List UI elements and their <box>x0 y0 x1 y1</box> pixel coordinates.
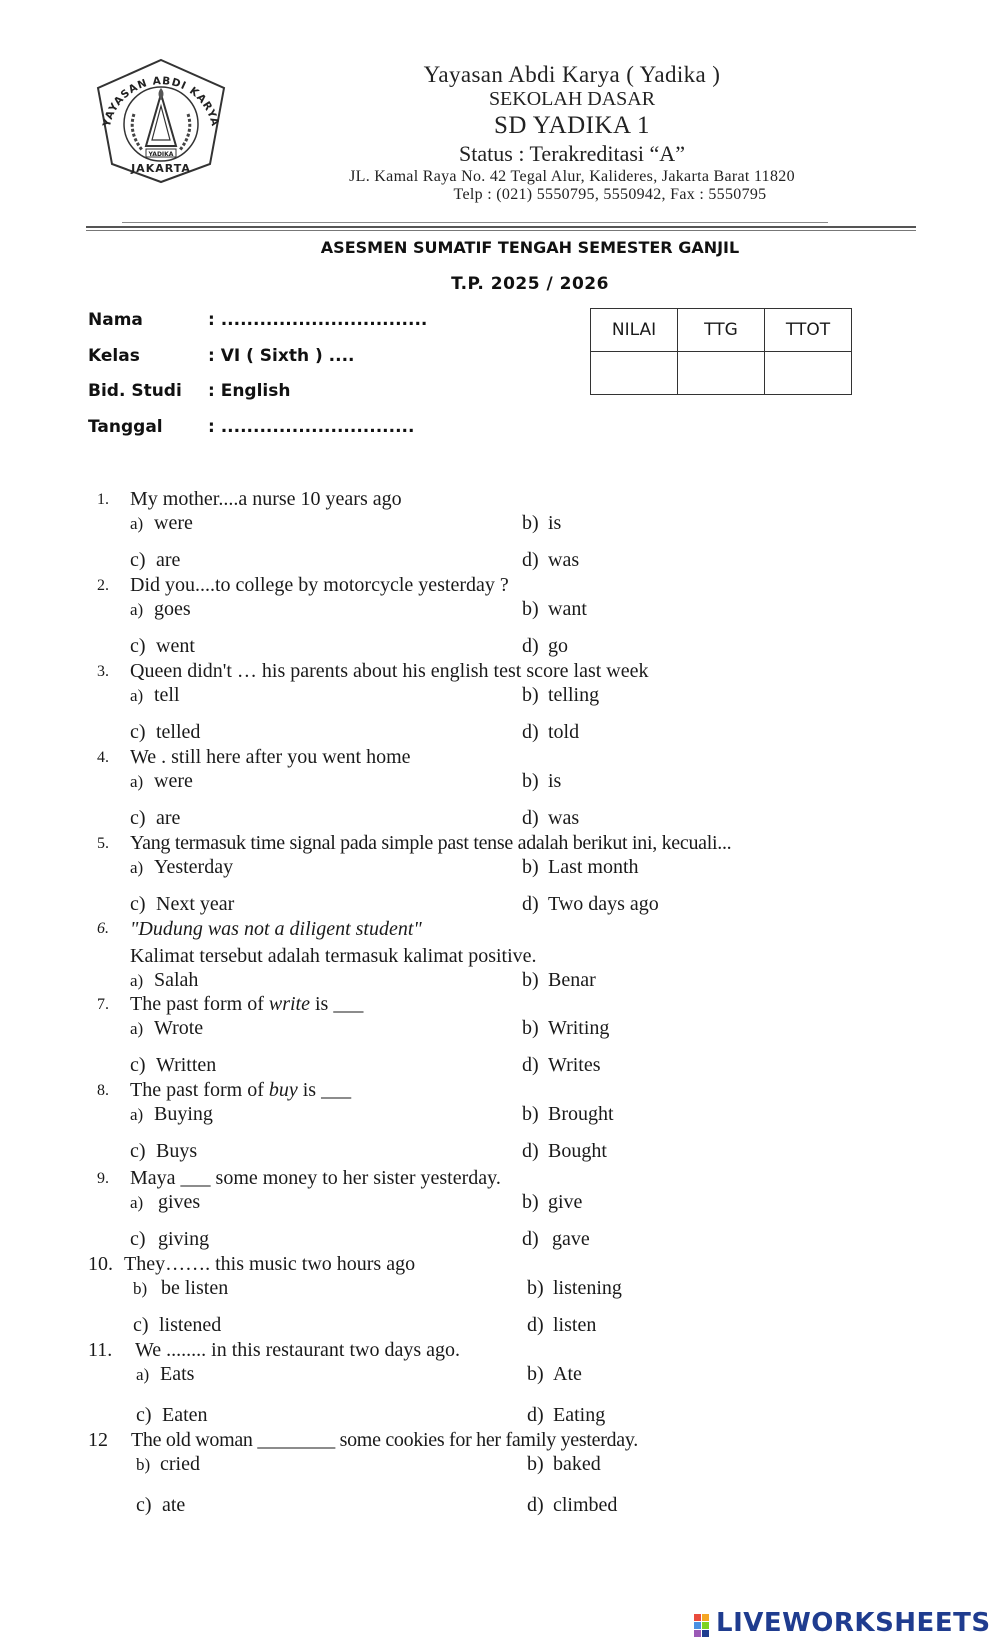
option-6a[interactable]: a) Salah <box>130 969 199 991</box>
option-2d[interactable]: d) go <box>522 635 568 657</box>
field-tanggal <box>88 417 414 437</box>
foundation-name: Yayasan Abdi Karya ( Yadika ) <box>423 62 721 87</box>
option-1a[interactable]: a) were <box>130 512 193 534</box>
option-8c[interactable]: c) Buys <box>130 1140 198 1162</box>
logo-ring-text-top: YAYASAN ABDI KARYA <box>100 74 222 129</box>
field-label: Kelas <box>88 346 140 366</box>
school-logo <box>88 56 234 186</box>
option-8d[interactable]: d) Bought <box>522 1140 607 1162</box>
svg-text:YAYASAN ABDI KARYA <box>101 75 222 129</box>
field-bid-studi <box>88 381 290 401</box>
question-number: 8. <box>97 1082 109 1099</box>
option-9b[interactable]: b) give <box>522 1191 583 1213</box>
question-number: 10. <box>88 1253 113 1275</box>
option-3b[interactable]: b) telling <box>522 684 600 706</box>
question-number: 2. <box>97 577 109 594</box>
logo-inner-text: YADIKA <box>148 151 174 158</box>
score-cell-ttot[interactable] <box>765 352 852 395</box>
question-6-subtext: Kalimat tersebut adalah termasuk kalimat positive. <box>130 945 537 967</box>
option-10b[interactable]: b) listening <box>527 1277 622 1299</box>
option-2a[interactable]: a) goes <box>130 598 191 620</box>
option-6b[interactable]: b) Benar <box>522 969 596 991</box>
score-cell-nilai[interactable] <box>591 352 678 395</box>
question-number: 1. <box>97 491 109 508</box>
option-5d[interactable]: d) Two days ago <box>522 893 659 915</box>
field-value[interactable]: : .............................. <box>208 417 415 437</box>
option-1c[interactable]: c) are <box>130 549 181 571</box>
option-3a[interactable]: a) tell <box>130 684 180 706</box>
option-3c[interactable]: c) telled <box>130 721 201 743</box>
option-12b[interactable]: b) baked <box>527 1453 601 1475</box>
option-7a[interactable]: a) Wrote <box>130 1017 204 1039</box>
option-10d[interactable]: d) listen <box>527 1314 597 1336</box>
field-value: : VI ( Sixth ) .... <box>208 346 355 366</box>
option-7c[interactable]: c) Written <box>130 1054 217 1076</box>
score-header-nilai: NILAI <box>591 309 678 352</box>
option-4c[interactable]: c) are <box>130 807 181 829</box>
option-9a[interactable]: a) gives <box>130 1191 201 1213</box>
option-5b[interactable]: b) Last month <box>522 856 639 878</box>
option-8b[interactable]: b) Brought <box>522 1103 614 1125</box>
option-7b[interactable]: b) Writing <box>522 1017 610 1039</box>
field-kelas <box>88 346 355 366</box>
school-name: SD YADIKA 1 <box>494 112 650 139</box>
option-9c[interactable]: c) giving <box>130 1228 210 1250</box>
question-text: We ........ in this restaurant two days ago. <box>135 1339 460 1361</box>
school-year: T.P. 2025 / 2026 <box>451 274 609 294</box>
option-5a[interactable]: a) Yesterday <box>130 856 234 878</box>
question-number: 4. <box>97 749 109 766</box>
question-number: 11. <box>88 1339 113 1361</box>
question-number: 5. <box>97 835 109 852</box>
option-4d[interactable]: d) was <box>522 807 580 829</box>
option-2b[interactable]: b) want <box>522 598 587 620</box>
field-nama <box>88 310 427 330</box>
option-11c[interactable]: c) Eaten <box>136 1404 208 1426</box>
option-11a[interactable]: a) Eats <box>136 1363 195 1385</box>
option-8a[interactable]: a) Buying <box>130 1103 213 1125</box>
logo-ring-text-bottom: JAKARTA <box>131 162 191 175</box>
field-value[interactable]: : ................................ <box>208 310 428 330</box>
option-10a[interactable]: b) be listen <box>133 1277 229 1299</box>
header-divider-thin <box>122 222 828 223</box>
question-text: We . still here after you went home <box>130 746 411 768</box>
option-1d[interactable]: d) was <box>522 549 580 571</box>
header-divider-lower <box>86 230 916 231</box>
option-4a[interactable]: a) were <box>130 770 193 792</box>
question-text: Queen didn't … his parents about his english test score last week <box>130 660 649 682</box>
header-divider <box>86 226 916 228</box>
option-5c[interactable]: c) Next year <box>130 893 235 915</box>
score-table <box>590 308 852 395</box>
option-4b[interactable]: b) is <box>522 770 562 792</box>
brand-wordmark[interactable]: LIVEWORKSHEETS <box>716 1608 991 1638</box>
score-header-ttot: TTOT <box>765 309 852 352</box>
question-number: 9. <box>97 1170 109 1187</box>
question-number: 7. <box>97 996 109 1013</box>
accreditation-status: Status : Terakreditasi “A” <box>459 141 685 166</box>
question-text: They……. this music two hours ago <box>124 1253 416 1275</box>
option-12c[interactable]: c) ate <box>136 1494 186 1516</box>
score-header-ttg: TTG <box>678 309 765 352</box>
option-1b[interactable]: b) is <box>522 512 562 534</box>
field-label: Tanggal <box>88 417 163 437</box>
exam-title: ASESMEN SUMATIF TENGAH SEMESTER GANJIL <box>320 238 740 257</box>
score-cell-ttg[interactable] <box>678 352 765 395</box>
option-2c[interactable]: c) went <box>130 635 195 657</box>
question-number: 12 <box>88 1429 108 1451</box>
question-text: The old woman ________ some cookies for her family yesterday. <box>131 1429 638 1451</box>
option-12a[interactable]: b) cried <box>136 1453 200 1475</box>
school-address: JL. Kamal Raya No. 42 Tegal Alur, Kalideres, Jakarta Barat 11820 <box>349 168 795 185</box>
question-text: Did you....to college by motorcycle yesterday ? <box>130 574 509 596</box>
option-7d[interactable]: d) Writes <box>522 1054 601 1076</box>
question-number: 3. <box>97 663 109 680</box>
question-text: "Dudung was not a diligent student" <box>130 918 422 940</box>
question-text: My mother....a nurse 10 years ago <box>130 488 402 510</box>
question-text: Maya ___ some money to her sister yesterday. <box>130 1167 501 1189</box>
school-type: SEKOLAH DASAR <box>488 88 656 110</box>
option-11d[interactable]: d) Eating <box>527 1404 606 1426</box>
question-number: 6. <box>97 920 109 937</box>
school-phone: Telp : (021) 5550795, 5550942, Fax : 5550795 <box>453 186 767 203</box>
question-text: The past form of buy is ___ <box>130 1079 352 1101</box>
field-label: Nama <box>88 310 143 330</box>
option-12d[interactable]: d) climbed <box>527 1494 618 1516</box>
option-3d[interactable]: d) told <box>522 721 580 743</box>
option-9d[interactable]: d) gave <box>522 1228 590 1250</box>
field-value: : English <box>208 381 291 401</box>
option-11b[interactable]: b) Ate <box>527 1363 582 1385</box>
field-label: Bid. Studi <box>88 381 182 401</box>
question-text: Yang termasuk time signal pada simple past tense adalah berikut ini, kecuali... <box>130 832 732 854</box>
option-10c[interactable]: c) listened <box>133 1314 222 1336</box>
question-text: The past form of write is ___ <box>130 993 364 1015</box>
